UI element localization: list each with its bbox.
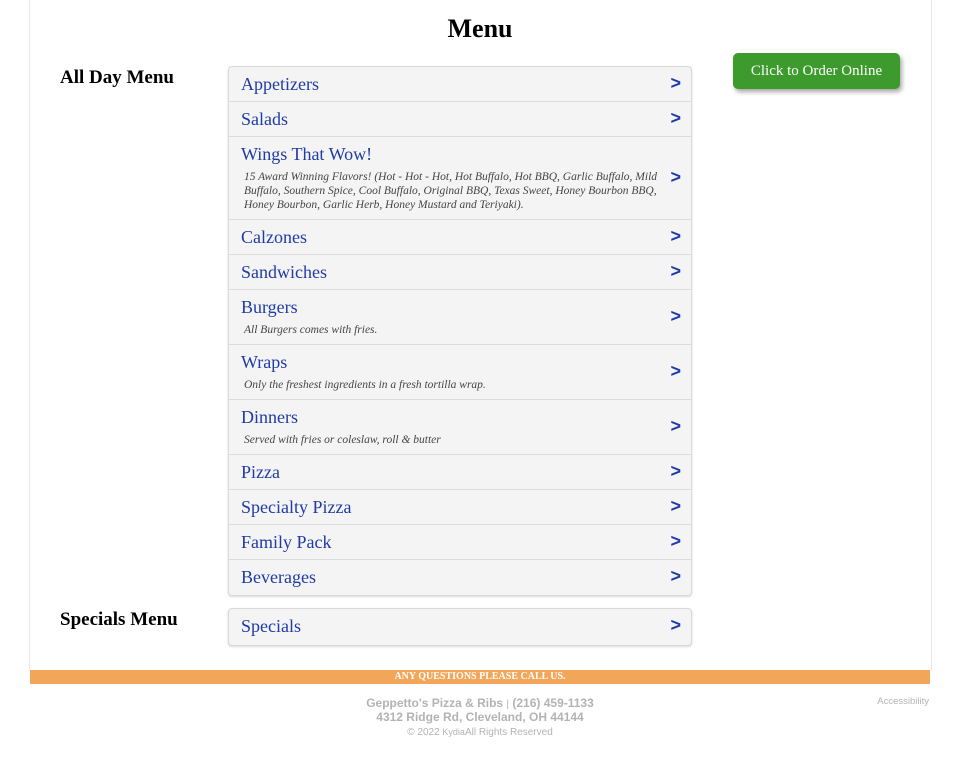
menu-category-name: Wraps — [241, 352, 288, 372]
menu-category-description: All Burgers comes with fries. — [244, 324, 378, 336]
menu-category-name: Specials — [241, 616, 301, 636]
menu-category-wings-that-wow[interactable] — [229, 137, 691, 220]
menu-category-appetizers[interactable] — [229, 67, 691, 102]
order-online-button[interactable]: Click to Order Online — [733, 53, 900, 89]
menu-category-name: Wings That Wow! — [241, 144, 373, 164]
copyright-text: © 2022 — [407, 727, 440, 738]
phone-number[interactable]: (216) 459-1133 — [512, 696, 594, 710]
menu-category-sandwiches[interactable] — [229, 255, 691, 290]
menu-category-name: Appetizers — [241, 74, 319, 94]
business-name: Geppetto's Pizza & Ribs — [366, 696, 504, 710]
footer-address: 4312 Ridge Rd, Cleveland, OH 44144 — [376, 710, 584, 724]
menu-category-burgers[interactable] — [229, 290, 691, 345]
footer-separator: | — [506, 699, 510, 710]
chevron-right-icon: > — [670, 72, 681, 93]
menu-category-dinners[interactable] — [229, 400, 691, 455]
menu-category-name: Dinners — [241, 407, 298, 427]
chevron-right-icon: > — [670, 615, 681, 635]
chevron-right-icon: > — [670, 305, 681, 326]
chevron-right-icon: > — [670, 360, 681, 381]
menu-category-beverages[interactable] — [229, 560, 691, 595]
footer-copyright — [0, 727, 960, 738]
menu-category-name: Calzones — [241, 227, 307, 247]
menu-category-specials[interactable] — [229, 609, 691, 645]
chevron-right-icon: > — [670, 415, 681, 436]
call-us-banner: ANY QUESTIONS PLEASE CALL US. — [30, 670, 930, 684]
menu-category-name: Salads — [241, 109, 288, 129]
chevron-right-icon: > — [670, 495, 681, 516]
chevron-right-icon: > — [670, 260, 681, 281]
footer-contact — [0, 696, 960, 710]
menu-category-specialty-pizza[interactable] — [229, 490, 691, 525]
menu-category-description: Only the freshest ingredients in a fresh tortilla wrap. — [244, 379, 486, 391]
menu-category-calzones[interactable] — [229, 220, 691, 255]
menu-category-pizza[interactable] — [229, 455, 691, 490]
kydia-link[interactable]: Kydia — [442, 727, 465, 737]
menu-category-family-pack[interactable] — [229, 525, 691, 560]
menu-category-wraps[interactable] — [229, 345, 691, 400]
chevron-right-icon: > — [670, 107, 681, 128]
menu-category-description: Served with fries or coleslaw, roll & butter — [244, 434, 441, 446]
chevron-right-icon: > — [670, 166, 681, 187]
menu-category-description: 15 Award Winning Flavors! (Hot - Hot - Hot, Hot Buffalo, Hot BBQ, Garlic Buffalo, Mild Buffalo, Southern Spice, Cool Buffalo, Original BBQ, Texas Sweet, Honey Bourbon BBQ, Honey Bourbon, Garlic Herb, Honey Mustard and Teriyaki). — [244, 171, 658, 211]
all-day-menu-heading: All Day Menu — [60, 67, 174, 88]
menu-category-name: Beverages — [241, 567, 316, 587]
chevron-right-icon: > — [670, 225, 681, 246]
specials-menu-list — [228, 608, 692, 646]
rights-text: All Rights Reserved — [464, 727, 553, 738]
menu-category-name: Pizza — [241, 462, 280, 482]
chevron-right-icon: > — [670, 530, 681, 551]
menu-category-salads[interactable] — [229, 102, 691, 137]
all-day-menu-list — [228, 66, 692, 596]
accessibility-link[interactable]: Accessibility — [877, 696, 929, 707]
menu-category-name: Specialty Pizza — [241, 497, 352, 517]
chevron-right-icon: > — [670, 460, 681, 481]
specials-menu-heading: Specials Menu — [60, 609, 178, 630]
menu-category-name: Burgers — [241, 297, 298, 317]
page-title: Menu — [447, 14, 513, 43]
menu-category-name: Sandwiches — [241, 262, 327, 282]
menu-category-name: Family Pack — [241, 532, 332, 552]
chevron-right-icon: > — [670, 565, 681, 586]
